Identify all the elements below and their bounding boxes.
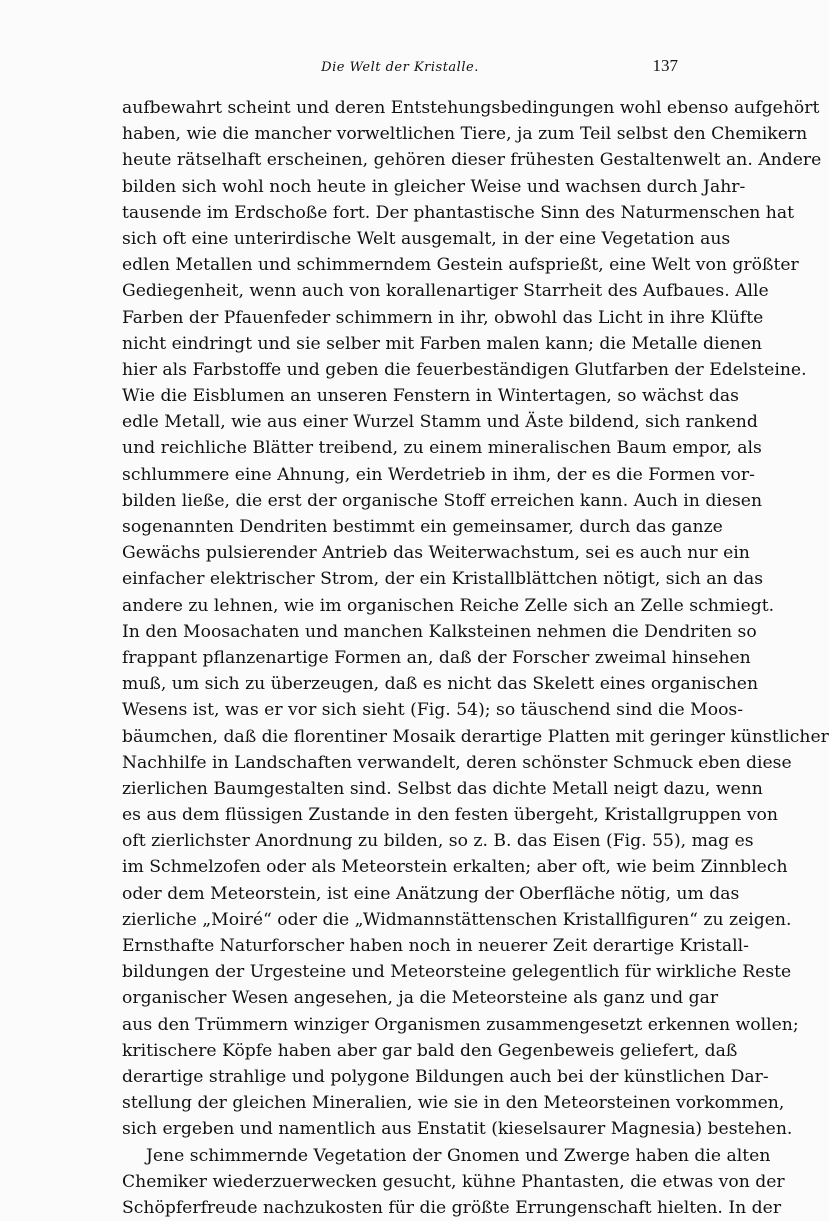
- body-text: [122, 95, 829, 1221]
- text-line: Chemiker wiederzuerwecken gesucht, kühne Phantasten, die etwas von der: [122, 1171, 785, 1192]
- text-line: Schöpferfreude nachzukosten für die größte Errungenschaft hielten. In der: [122, 1197, 782, 1218]
- text-line: Gediegenheit, wenn auch von korallenartiger Starrheit des Aufbaues. Alle: [122, 281, 769, 302]
- text-line: andere zu lehnen, wie im organischen Reiche Zelle sich an Zelle schmiegt.: [122, 595, 775, 616]
- text-line: Nachhilfe in Landschaften verwandelt, deren schönster Schmuck eben diese: [122, 752, 792, 773]
- text-line: und reichliche Blätter treibend, zu einem mineralischen Baum empor, als: [122, 438, 762, 459]
- text-line: Ernsthafte Naturforscher haben noch in neuerer Zeit derartige Kristall-: [122, 936, 749, 956]
- text-line: Gewächs pulsierender Antrieb das Weiterwachstum, sei es auch nur ein: [122, 543, 750, 564]
- text-line: frappant pflanzenartige Formen an, daß der Forscher zweimal hinsehen: [122, 647, 751, 668]
- text-line: hier als Farbstoffe und geben die feuerbeständigen Glutfarben der Edelsteine.: [122, 359, 807, 380]
- text-line: sogenannten Dendriten bestimmt ein gemeinsamer, durch das ganze: [122, 517, 723, 537]
- text-line: Jene schimmernde Vegetation der Gnomen und Zwerge haben die alten: [146, 1145, 771, 1166]
- running-title: Die Welt der Kristalle.: [321, 60, 479, 75]
- text-line: es aus dem flüssigen Zustande in den festen übergeht, Kristallgruppen von: [122, 805, 778, 826]
- text-line: schlummere eine Ahnung, ein Werdetrieb in ihm, der es die Formen vor-: [122, 464, 755, 485]
- text-line: heute rätselhaft erscheinen, gehören dieser frühesten Gestaltenwelt an. Andere: [122, 150, 822, 171]
- page-number: 137: [652, 56, 678, 75]
- text-line: Wie die Eisblumen an unseren Fenstern in Wintertagen, so wächst das: [122, 386, 739, 407]
- text-line: edlen Metallen und schimmerndem Gestein aufsprießt, eine Welt von größter: [122, 255, 799, 276]
- text-line: einfacher elektrischer Strom, der ein Kristallblättchen nötigt, sich an das: [122, 569, 764, 590]
- text-line: bildungen der Urgesteine und Meteorsteine gelegentlich für wirkliche Reste: [122, 962, 792, 983]
- text-line: stellung der gleichen Mineralien, wie sie in den Meteorsteinen vorkommen,: [122, 1093, 785, 1114]
- text-line: zierliche „Moiré“ oder die „Widmannstättenschen Kristallfiguren“ zu zeigen.: [122, 909, 792, 930]
- text-line: organischer Wesen angesehen, ja die Meteorsteine als ganz und gar: [122, 988, 719, 1009]
- text-line: Farben der Pfauenfeder schimmern in ihr, obwohl das Licht in ihre Klüfte: [122, 307, 764, 328]
- text-line: im Schmelzofen oder als Meteorstein erkalten; aber oft, wie beim Zinnblech: [122, 857, 788, 878]
- text-line: sich ergeben und namentlich aus Enstatit (kieselsaurer Magnesia) bestehen.: [122, 1119, 793, 1140]
- text-line: oft zierlichster Anordnung zu bilden, so z. B. das Eisen (Fig. 55), mag es: [122, 831, 754, 852]
- text-line: nicht eindringt und sie selber mit Farben malen kann; die Metalle dienen: [122, 333, 762, 354]
- text-line: zierlichen Baumgestalten sind. Selbst das dichte Metall neigt dazu, wenn: [122, 778, 763, 799]
- text-line: muß, um sich zu überzeugen, daß es nicht das Skelett eines organischen: [122, 674, 759, 695]
- text-line: Wesens ist, was er vor sich sieht (Fig. 54); so täuschend sind die Moos-: [122, 700, 744, 721]
- text-line: bilden sich wohl noch heute in gleicher Weise und wachsen durch Jahr-: [122, 176, 746, 197]
- text-line: derartige strahlige und polygone Bildungen auch bei der künstlichen Dar-: [122, 1066, 769, 1087]
- text-line: haben, wie die mancher vorweltlichen Tiere, ja zum Teil selbst den Chemikern: [122, 124, 808, 145]
- text-line: aufbewahrt scheint und deren Entstehungsbedingungen wohl ebenso aufgehört: [122, 98, 820, 118]
- text-line: sich oft eine unterirdische Welt ausgemalt, in der eine Vegetation aus: [122, 228, 731, 249]
- text-line: bäumchen, daß die florentiner Mosaik derartige Platten mit geringer künstlicher: [122, 726, 829, 747]
- text-line: edle Metall, wie aus einer Wurzel Stamm und Äste bildend, sich rankend: [122, 412, 758, 433]
- text-line: In den Moosachaten und manchen Kalksteinen nehmen die Dendriten so: [122, 621, 757, 642]
- text-line: bilden ließe, die erst der organische Stoff erreichen kann. Auch in diesen: [122, 490, 763, 511]
- text-line: oder dem Meteorstein, ist eine Anätzung der Oberfläche nötig, um das: [122, 883, 740, 904]
- text-line: aus den Trümmern winziger Organismen zusammengesetzt erkennen wollen;: [122, 1014, 799, 1035]
- text-line: tausende im Erdschoße fort. Der phantastische Sinn des Naturmenschen hat: [122, 202, 795, 223]
- text-line: kritischere Köpfe haben aber gar bald den Gegenbeweis geliefert, daß: [122, 1040, 738, 1061]
